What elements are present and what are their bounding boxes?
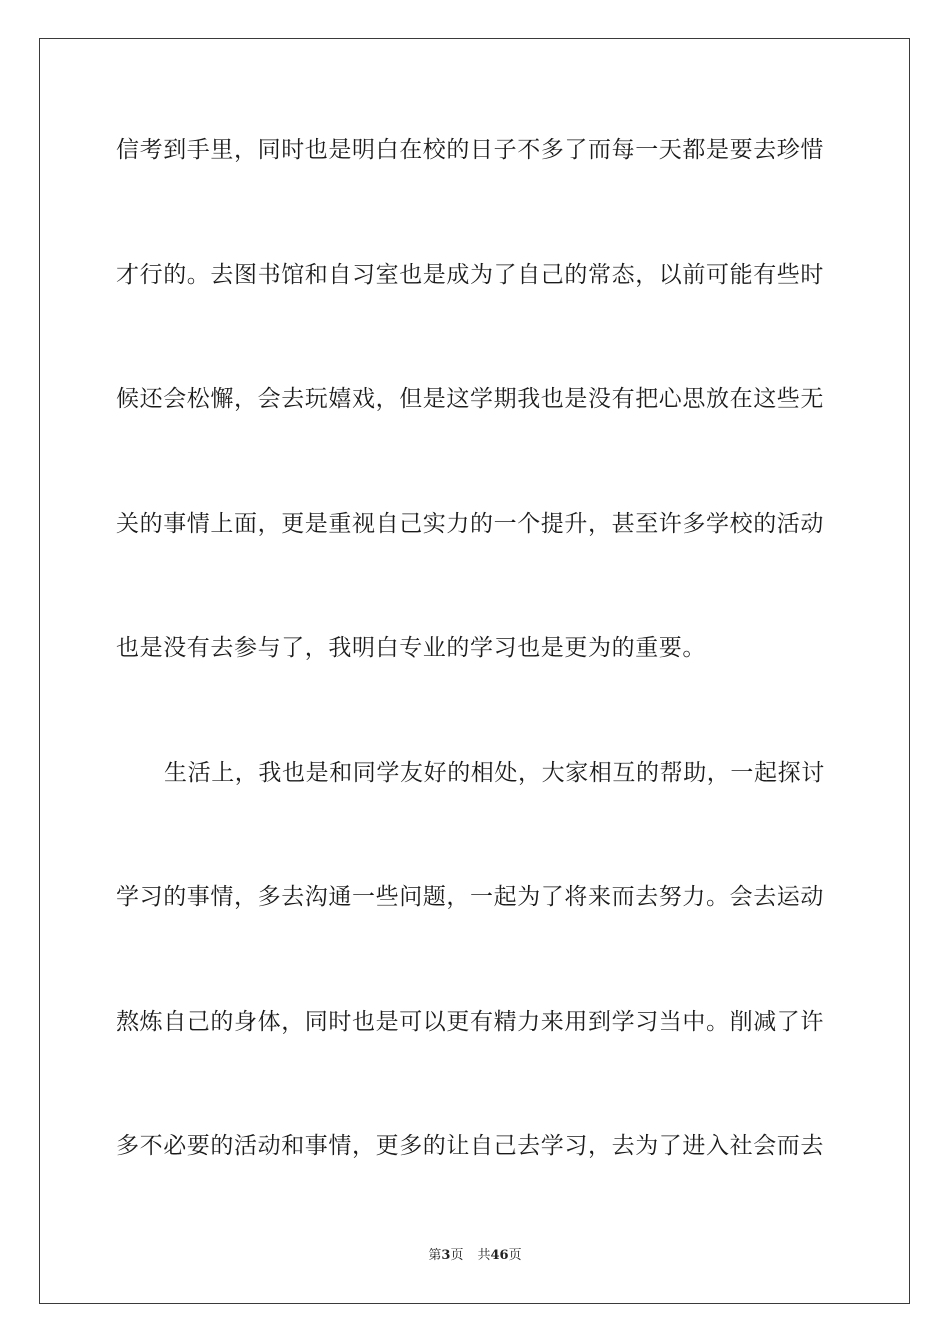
- text-line: 也是没有去参与了，我明白专业的学习也是更为的重要。: [116, 635, 706, 661]
- text-line: 关的事情上面，更是重视自己实力的一个提升，甚至许多学校的活动: [116, 511, 824, 537]
- text-line: 才行的。去图书馆和自习室也是成为了自己的常态，以前可能有些时: [116, 262, 824, 288]
- page-prefix: 第: [428, 1248, 442, 1263]
- text-line: 信考到手里，同时也是明白在校的日子不多了而每一天都是要去珍惜: [116, 137, 824, 163]
- total-suffix: 页: [508, 1248, 522, 1263]
- paragraph-first-line: 生活上，我也是和同学友好的相处，大家相互的帮助，一起探讨: [164, 760, 825, 786]
- total-prefix: 共: [477, 1248, 491, 1263]
- page-footer: [0, 1247, 950, 1265]
- text-line: 学习的事情，多去沟通一些问题，一起为了将来而去努力。会去运动: [116, 884, 824, 910]
- page-border: [39, 38, 910, 1304]
- total-pages: 46: [490, 1248, 509, 1263]
- page-number: 3: [441, 1248, 451, 1263]
- text-line: 候还会松懈，会去玩嬉戏，但是这学期我也是没有把心思放在这些无: [116, 386, 824, 412]
- text-line: 熬炼自己的身体，同时也是可以更有精力来用到学习当中。削减了许: [116, 1009, 824, 1035]
- text-line: 多不必要的活动和事情，更多的让自己去学习，去为了进入社会而去: [116, 1133, 824, 1159]
- page-suffix: 页: [450, 1248, 464, 1263]
